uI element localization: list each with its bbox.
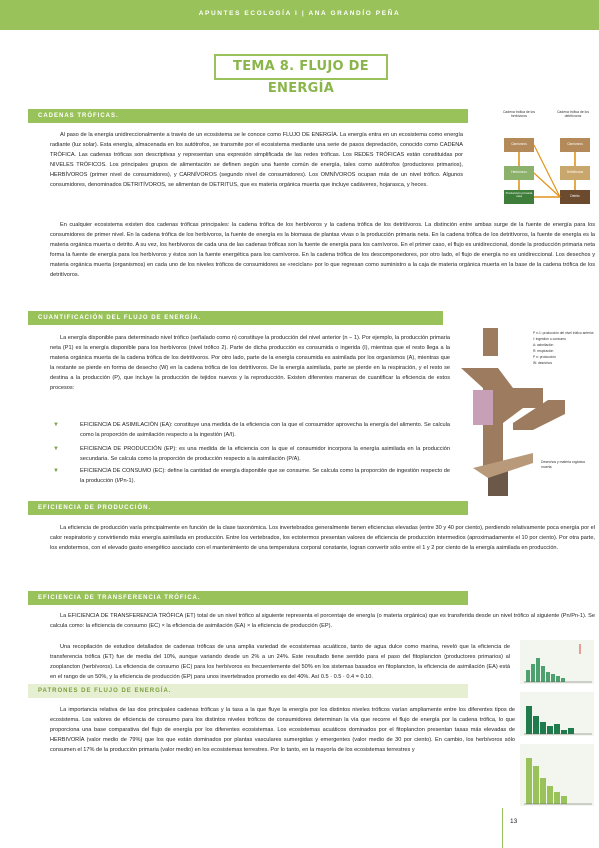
histogram-2 [520,692,594,736]
running-title: APUNTES ECOLOGÍA I | ANA GRANDÍO PEÑA [198,10,401,17]
page-title-box [214,54,388,96]
section-heading-cuantificacion-label: CUANTIFICACIÓN DEL FLUJO DE ENERGÍA. [38,314,202,321]
paragraph-transferencia-trofica: La EFICIENCIA DE TRANSFERENCIA TRÓFICA (ET) total de un nivel trófico al siguiente representa el porcentaje de energía (o materia orgánica) que es transferida desde un nivel trófico al siguiente (Pn/Pn-1). Se calcula como: la eficiencia de consumo (EC) × la eficiencia de asimilación (EA) × la eficiencia de producción (EP). [50,613,595,629]
bullet-marker: ▼ [53,422,59,428]
page-title: TEMA 8. FLUJO DE ENERGÍA [233,59,369,96]
section-heading-eficiencia-produccion [28,501,468,515]
bullet-text: EFICIENCIA DE PRODUCCIÓN (EP): es una medida de la eficiencia con la que el consumidor incorpora la energía asimilada en la producción secundaria. Se calcula como la proporción de producción respecto a la asimilación (P/A). [80,446,450,462]
flow-legend [533,330,595,366]
flow-legend-item: I: ingestión o consumo [533,337,566,341]
bullet-text: EFICIENCIA DE CONSUMO (EC): define la cantidad de energía disponible que se consume. Se calcula como la proporción de ingestión respecto de la producción (I/Pn-1). [80,468,450,484]
food-chain-diagram [498,108,594,208]
chain-box-carnivoros-right: Carnívoros [567,142,583,146]
bullet-marker: ▼ [53,468,59,474]
paragraph-dos-cadenas: En cualquier ecosistema existen dos cadenas tróficas principales: la cadena trófica de los herbívoros y la cadena trófica de los detritívoros. La distinción entre ambas surge de la fuente de energía para los consumidores de primer nivel. En la cadena trófica de los herbívoros, la fuente de energía es la biomasa de plantas vivas o la producción primaria neta. En la cadena trófica de los detritívoros, la fuente de energía es la materia orgánica muerta o detrito. A su vez, los herbívoros de cada una de las cadenas tróficas son la fuente de energía para los carnívoros. En el primer caso, el flujo es unidireccional, donde la producción primaria neta forma la fuente de energía para los herbívoros y éstos son la fuente energética para los carnívoros. En la cadena trófica de los descomponedores, por otro lado, el flujo de energía no es unidireccional. Los desechos y materia orgánica muerta (organismos) en cada uno de los niveles tróficos de consumidores se «reciclan» por lo que regresan como suministro a la caja de materia orgánica muerta en la base de la cadena trófica de los detritívoros. [50,222,595,278]
bullet-eficiencia-produccion [53,445,450,465]
section-heading-cadenas [28,109,468,123]
histogram-3 [520,744,594,806]
section-heading-patrones [28,684,468,698]
bullet-eficiencia-consumo [53,467,450,487]
chain-left-header: Cadena trófica de los herbívoros [502,110,536,118]
flow-legend-item: R: respiración [533,349,554,353]
flow-legend-item: A: asimilación [533,343,554,347]
running-header [0,0,599,30]
chain-box-detrito: Detrito [570,194,580,198]
paragraph-recopilacion-estudios: Una recopilación de estudios detallados de cadenas tróficas de una amplia variedad de ecosistemas acuáticos, tanto de agua dulce como marina, reveló que la eficiencia de transferencia trófica (ET) fue de media del 10%, aunque variando desde un 2% a un 24%. Este resultado tiene sentido para el paso del fitoplancton (productores primarios) al zooplancton (herbívoros). La eficiencia de consumo (EC) para los herbívoros es frecuentemente del 50% en los sistemas basados en fitoplancton, la eficiencia de asimilación (EA) está en el rango de un 50%, y la eficiencia de producción (EP) para unos invertebrados promedio es del 40%. Así 0.5 · 0.5 · 0.4 = 0.10. [50,644,510,680]
paragraph-energia-disponible: La energía disponible para determinado nivel trófico (señalado como n) constituye la producción del nivel anterior (n − 1). Por ejemplo, la producción primaria neta (P1) es la energía disponible para los herbívoros (nivel trófico 2). Parte de dicha producción es consumida o ingerida (I), mientras que el resto llega a la materia orgánica muerta de la cadena trófica de los detritívoros. Por otro lado, parte de la energía consumida es asimilada por los organismos (A), mientras que la restante se pierde en forma de desecho (W) en la cadena trófica de los detritívoros. De la energía asimilada, parte se pierde en la respiración, y el resto se destina a la producción (P), que incluye la producción de tejidos nuevos y la reproducción. Existen diferentes maneras de cuantificar la eficiencia de estos procesos: [50,335,450,391]
footer-rule [502,808,503,848]
paragraph-patrones: La importancia relativa de las dos principales cadenas tróficas y la tasa a la que fluye la energía por los distintos niveles tróficos varían ampliamente entre los diferentes tipos de ecosistema. Los valores de eficiencia de consumo para los distintos niveles tróficos de consumidores determinan la vía que recorre el flujo de energía por la cadena trófica, lo que proporciona una base comparativa del flujo de energía por los diferentes ecosistemas. Los ecosistemas acuáticos dominados por el fitoplancton presentan tasas más elevadas de HERBIVORÍA (valor medio de 79%) que los que están dominados por plantas vasculares sumergidas y emergentes (valor medio de 30 por ciento). En cambio, los herbívoros sólo consumen el 17% de la producción primaria (valor medio) en los ecosistemas terrestres. Por lo tanto, en la mayoría de los ecosistemas terrestres y [50,707,515,753]
chain-box-produccion: Producción primaria neta [505,191,533,199]
section-heading-eficiencia-transferencia [28,591,468,605]
chain-box-carnivoros-left: Carnívoros [511,142,527,146]
section-heading-cuantificacion [28,311,443,325]
histogram-1 [520,640,594,684]
chain-box-herbivoros: Herbívoros [511,170,527,174]
energy-flow-diagram [453,328,598,496]
bullet-eficiencia-asimilacion [53,421,450,441]
flow-caption: Desechos y materia orgánica muerta [541,460,585,469]
flow-legend-item: W: desechos [533,361,552,365]
chain-box-detritivoros: Detritívoros [566,170,584,174]
bullet-text: EFICIENCIA DE ASIMILACIÓN (EA): constituye una medida de la eficiencia con la que el consumidor aprovecha la energía del alimento. Se calcula como la proporción de asimilación respecto a la ingestión (A/I). [80,422,450,438]
section-heading-cadenas-label: CADENAS TRÓFICAS. [38,112,119,119]
section-heading-eficiencia-produccion-label: EFICIENCIA DE PRODUCCIÓN. [38,504,152,511]
flow-legend-item: P n: producción [533,355,556,359]
bullet-marker: ▼ [53,446,59,452]
section-heading-eficiencia-transferencia-label: EFICIENCIA DE TRANSFERENCIA TRÓFICA. [38,594,201,601]
paragraph-eficiencia-produccion: La eficiencia de producción varía principalmente en función de la clase taxonómica. Los invertebrados generalmente tienen eficiencias elevadas (entre 30 y 40 por ciento), perdiendo relativamente poca energía por el calor respiratorio y convirtiendo más energía asimilada en producción. Entre los vertebrados, los ectotermos presentan valores de eficiencia de producción intermedios (aproximadamente el 10 por ciento). Por otra parte, los endotermos, con el elevado gasto energético asociado con el mantenimiento de una temperatura corporal constante, logran convertir sólo entre el 1 y 2 por ciento de la energía asimilada en producción. [50,525,595,551]
paragraph-flujo-energia: Al paso de la energía unidireccionalmente a través de un ecosistema se le conoce como FLUJO DE ENERGÍA. La energía entra en un ecosistema como energía radiante (luz solar). Esta energía, almacenada en los autótrofos, se transmite por el ecosistema mediante una serie de pasos depredación, conocido como CADENA TRÓFICA. Las cadenas tróficas son descriptivas y representan una expresión simplificada de las redes tróficas. Los REDES TRÓFICAS están constituidas por NIVELES TRÓFICOS. Los principales grupos de alimentación se definen según una fuente común de energía, tales como autótrofos (productores primarios), HERBÍVOROS (primer nivel de consumidores), y CARNÍVOROS (segundo nivel de consumidores). Los OMNÍVOROS ocupan más de un nivel trófico. Algunos consumidores, denominados DETRITÍVOROS, se alimentan de DETRITUS, que es materia orgánica muerta que incluye cadáveres, hojarasca, y heces. [50,132,463,188]
page-number: 13 [510,818,518,825]
flow-legend-item: P n-1: producción del nivel trófico anterior [533,331,594,335]
section-heading-patrones-label: PATRONES DE FLUJO DE ENERGÍA. [38,687,172,694]
chain-right-header: Cadena trófica de los detritívoros [556,110,590,118]
